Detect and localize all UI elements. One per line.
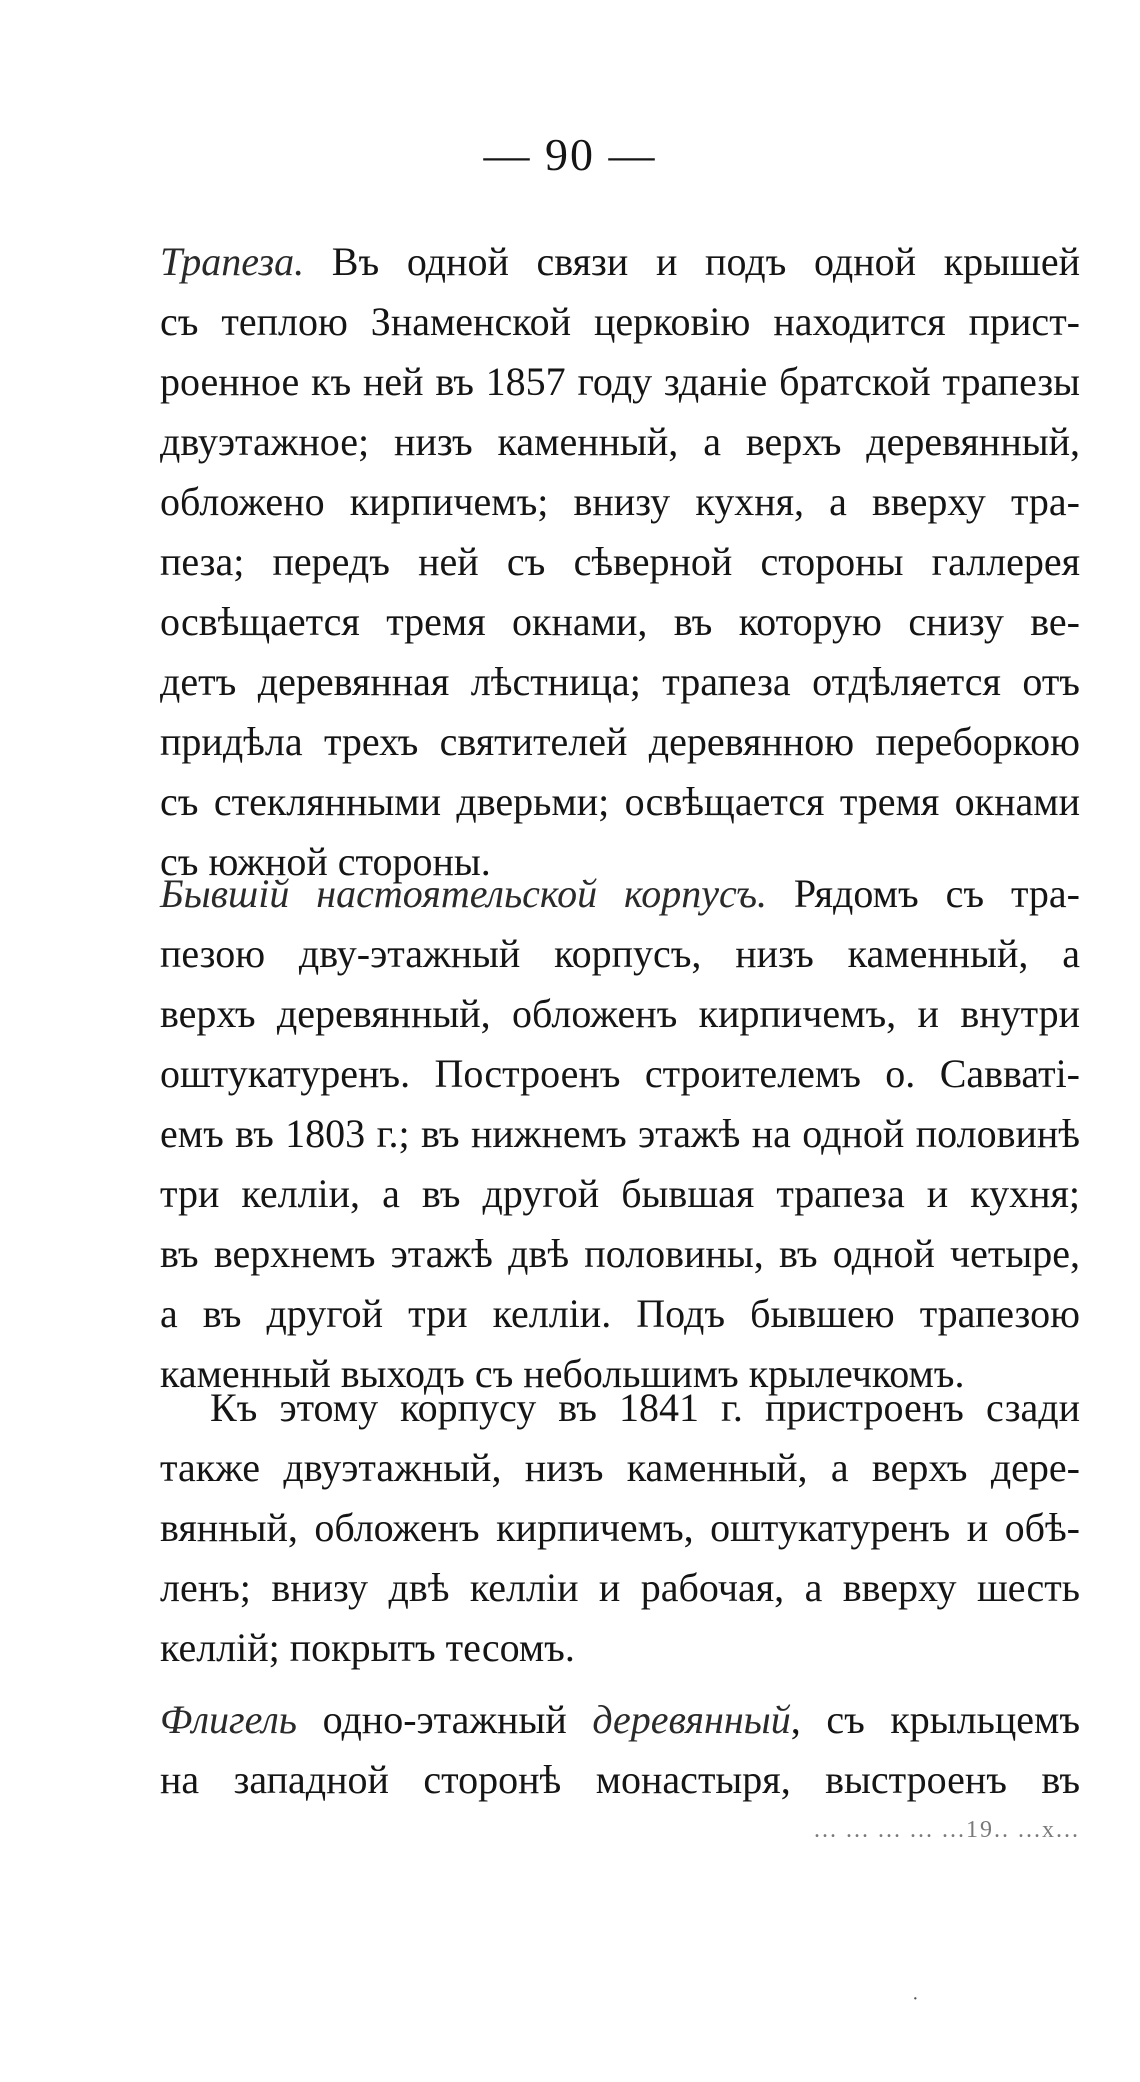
text-line: съ стеклянными дверьми; освѣщается тремя окнами — [160, 779, 1080, 824]
paragraph-extension — [160, 1378, 1080, 1678]
text-line: ленъ; внизу двѣ келліи и рабочая, а вверху шесть — [160, 1565, 1080, 1610]
text-line: Къ этому корпусу въ 1841 г. пристроенъ сзади — [210, 1385, 1080, 1430]
text-line: роенное къ ней въ 1857 году зданіе братской трапезы — [160, 359, 1080, 404]
paragraph-wing — [160, 1690, 1080, 1850]
text-line: пеза; передъ ней съ сѣверной стороны галлерея — [160, 539, 1080, 584]
text-line: емъ въ 1803 г.; въ нижнемъ этажѣ на одной половинѣ — [160, 1111, 1080, 1156]
cut-off-line: ... ... ... ... ...19.. ...х... — [814, 1817, 1080, 1843]
text-line: съ теплою Знаменской церковію находится прист- — [160, 299, 1080, 344]
text-line: придѣла трехъ святителей деревянною переборкою — [160, 719, 1080, 764]
text-line: детъ деревянная лѣстница; трапеза отдѣляется отъ — [160, 659, 1080, 704]
text-line: Трапеза. Въ одной связи и подъ одной крышей — [160, 239, 1080, 284]
text-line: Флигель одно-этажный деревянный, съ крыльцемъ — [160, 1697, 1081, 1742]
text-line: съ южной стороны. — [160, 839, 491, 884]
section-heading: Бывшій настоятельской корпусъ. — [160, 871, 767, 916]
section-heading: Флигель — [160, 1697, 298, 1742]
section-heading: Трапеза. — [160, 239, 305, 284]
paragraph-former-building — [160, 864, 1080, 1404]
text-line: три келліи, а въ другой бывшая трапеза и кухня; — [160, 1171, 1080, 1216]
text-line: въ верхнемъ этажѣ двѣ половины, въ одной четыре, — [160, 1231, 1080, 1276]
paragraph-trapeza — [160, 232, 1080, 892]
text-line: верхъ деревянный, обложенъ кирпичемъ, и внутри — [160, 991, 1080, 1036]
text-line: келлій; покрытъ тесомъ. — [160, 1625, 575, 1670]
page-number: — 90 — — [483, 129, 657, 180]
text-line: оштукатуренъ. Построенъ строителемъ о. Савваті- — [160, 1051, 1080, 1096]
text-line: на западной сторонѣ монастыря, выстроенъ въ — [160, 1757, 1080, 1802]
text-line: освѣщается тремя окнами, въ которую снизу ве- — [160, 599, 1080, 644]
text-line: пезою дву-этажный корпусъ, низъ каменный, а — [160, 931, 1080, 976]
text-line: а въ другой три келліи. Подъ бывшею трапезою — [160, 1291, 1080, 1336]
text-line: также двуэтажный, низъ каменный, а верхъ дере- — [160, 1445, 1080, 1490]
text-line: каменный выходъ съ небольшимъ крылечкомъ. — [160, 1351, 965, 1396]
text-line: вянный, обложенъ кирпичемъ, оштукатуренъ и обѣ- — [160, 1505, 1080, 1550]
text-line: двуэтажное; низъ каменный, а верхъ деревянный, — [160, 419, 1080, 464]
ink-speck-icon: · — [912, 1988, 919, 2010]
text-line: обложено кирпичемъ; внизу кухня, а вверху тра- — [160, 479, 1080, 524]
text-line: Бывшій настоятельской корпусъ. Рядомъ съ тра- — [160, 871, 1080, 916]
italic-word: деревянный — [592, 1697, 791, 1742]
